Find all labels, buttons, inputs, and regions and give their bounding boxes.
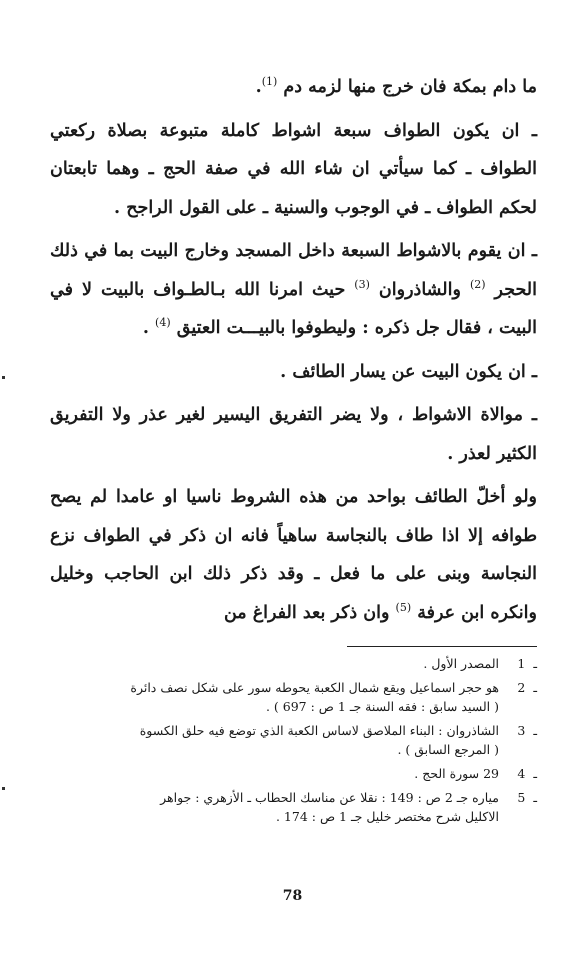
footnote-reference: (5) xyxy=(395,600,412,614)
footnote-reference: (2) xyxy=(469,277,486,291)
footnote-divider xyxy=(347,646,537,647)
footnote-line: الاكليل شرح مختصر خليل جـ 1 ص : 174 . xyxy=(275,809,499,824)
footnote-dash: ـ xyxy=(533,766,537,781)
paragraph xyxy=(50,112,537,228)
footnotes xyxy=(50,654,537,831)
footnote xyxy=(50,654,537,673)
paragraph-text: ما دام بمكة فان خرج منها لزمه دم xyxy=(277,77,537,97)
footnote-reference: (3) xyxy=(354,277,370,291)
footnote-text xyxy=(50,764,499,783)
footnote-line: ( المرجع السابق ) . xyxy=(397,742,499,757)
footnote-line: هو حجر اسماعيل ويقع شمال الكعبة يحوطه سور على شكل نصف دائرة xyxy=(130,680,499,695)
footnote-dash: ـ xyxy=(533,656,537,671)
footnote xyxy=(50,678,537,716)
footnote xyxy=(50,721,537,759)
footnote-text xyxy=(50,721,499,759)
footnote-reference: (1) xyxy=(261,75,278,89)
footnote xyxy=(50,788,537,826)
footnote-line: ( السيد سابق : فقه السنة جـ 1 ص : 697 ) . xyxy=(265,699,499,714)
footnote-reference: (4) xyxy=(155,316,171,330)
footnote-text xyxy=(50,678,499,716)
scan-edge-mark xyxy=(2,376,5,379)
paragraph-text: ـ ان يكون الطواف سبعة اشواط كاملة متبوعة بصلاة ركعتي الطواف ـ كما سيأتي ان شاء الله في صفة الحج ـ وهما تابعتان لحكم الطواف ـ في الوجوب والسنية ـ على القول الراجح . xyxy=(50,120,537,218)
footnote-line: 29 سورة الحج . xyxy=(414,766,499,781)
footnote xyxy=(50,764,537,783)
footnote-number xyxy=(499,678,537,716)
footnote-number xyxy=(499,764,537,783)
footnote-line: مياره جـ 2 ص : 149 : نقلا عن مناسك الحطاب ـ الأزهري : جواهر xyxy=(160,790,499,805)
footnote-dash: ـ xyxy=(533,790,537,805)
paragraph-text: والشاذروان xyxy=(369,279,470,300)
footnote-dash: ـ xyxy=(533,680,537,695)
footnote-number-value: 3 xyxy=(517,723,526,738)
footnote-dash: ـ xyxy=(533,723,537,738)
paragraph-text: ـ موالاة الاشواط ، ولا يضر التفريق اليسير لغير عذر ولا التفريق الكثير لعذر . xyxy=(50,405,537,464)
footnote-number-value: 1 xyxy=(517,656,526,671)
paragraph-text: حيث امرنا الله بـالطـواف بالبيت لا في البيت ، فقال جل ذكره : وليطوفوا بالبيـــت العتيق xyxy=(50,279,537,338)
paragraph xyxy=(50,396,537,473)
paragraph-text: وان ذكر بعد الفراغ من xyxy=(223,602,396,623)
main-text xyxy=(50,68,537,632)
paragraph xyxy=(50,353,537,392)
scan-edge-mark xyxy=(2,787,5,790)
paragraph-text: . xyxy=(142,318,156,338)
footnote-number-value: 4 xyxy=(517,766,526,781)
paragraph xyxy=(50,68,537,107)
footnote-text xyxy=(50,654,499,673)
footnote-number xyxy=(499,654,537,673)
paragraph-text: . xyxy=(255,77,262,97)
paragraph-text: ـ ان يكون البيت عن يسار الطائف . xyxy=(280,361,537,382)
paragraph-text: ـ ان يقوم بالاشواط السبعة داخل المسجد وخارج البيت بما في ذلك الحجر xyxy=(50,241,537,300)
footnote-line: الشاذروان : البناء الملاصق لاساس الكعبة الذي توضع فيه حلق الكسوة xyxy=(139,723,499,738)
footnote-text xyxy=(50,788,499,826)
footnote-number xyxy=(499,721,537,759)
footnote-number-value: 2 xyxy=(517,680,526,695)
footnote-line: المصدر الأول . xyxy=(423,656,499,671)
page-number: 78 xyxy=(282,888,303,904)
paragraph xyxy=(50,478,537,632)
paragraph xyxy=(50,232,537,348)
footnote-number-value: 5 xyxy=(517,790,526,805)
paragraph-text: ولو أخلّ الطائف بواحد من هذه الشروط ناسيا او عامدا لم يصح طوافه إلا اذا طاف بالنجاسة ساهياً فانه ان ذكر في الطواف نزع النجاسة وبنى على ما فعل ـ وقد ذكر ذلك ابن الحاجب وخليل وانكره ابن عرفة xyxy=(50,487,537,623)
footnote-number xyxy=(499,788,537,826)
